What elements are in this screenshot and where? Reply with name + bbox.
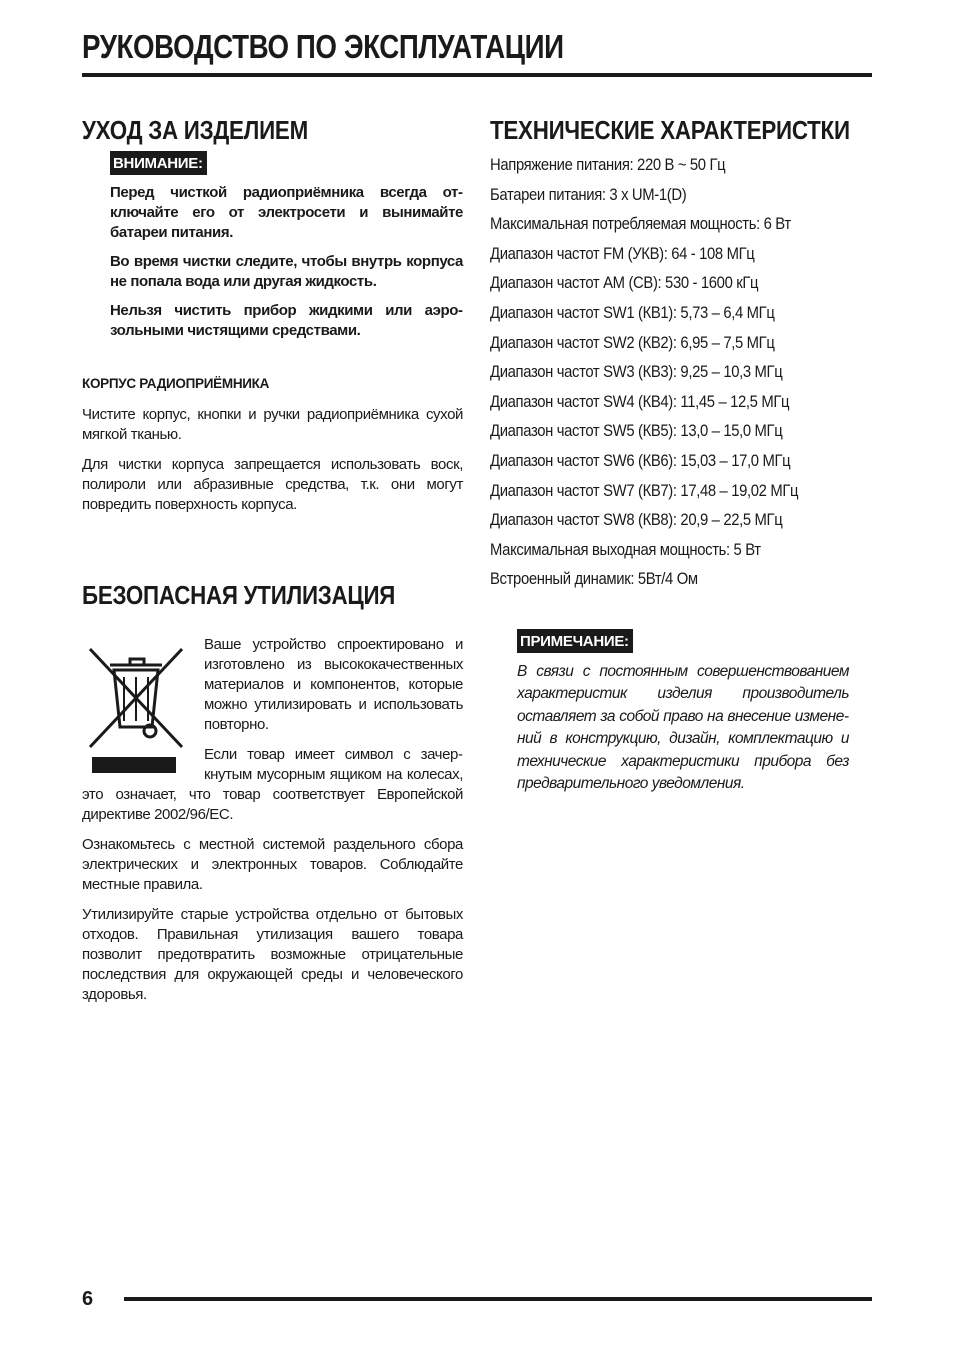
title-rule <box>82 73 872 77</box>
disposal-heading: БЕЗОПАСНАЯ УТИЛИЗАЦИЯ <box>82 580 396 610</box>
housing-text <box>82 405 463 515</box>
note-section <box>517 629 849 796</box>
spec-item: Диапазон частот SW1 (КВ1): 5,73 – 6,4 МГц <box>490 303 775 322</box>
care-section <box>82 112 463 515</box>
warning-item: Нельзя чистить прибор жидкими или аэрозольными чистящими средствами. <box>110 302 463 339</box>
spec-item: Диапазон частот AM (СВ): 530 - 1600 кГц <box>490 274 759 293</box>
left-column <box>82 112 463 1015</box>
care-heading: УХОД ЗА ИЗДЕЛИЕМ <box>82 115 308 145</box>
warning-tag: ВНИМАНИЕ: <box>110 151 207 175</box>
spec-item: Максимальная выходная мощность: 5 Вт <box>490 540 761 559</box>
spec-item: Диапазон частот SW7 (КВ7): 17,48 – 19,02 МГц <box>490 481 799 500</box>
specs-heading: ТЕХНИЧЕСКИЕ ХАРАКТЕРИСТКИ <box>490 115 850 145</box>
page-title: РУКОВОДСТВО ПО ЭКСПЛУАТАЦИИ <box>82 28 564 65</box>
disposal-text <box>82 635 463 1005</box>
housing-subheading: КОРПУС РАДИОПРИЁМНИКА <box>82 376 270 391</box>
paragraph: Чистите корпус, кнопки и ручки радиоприёмника сухой мягкой тканью. <box>82 406 463 443</box>
specs-list <box>490 151 850 595</box>
warning-list <box>110 183 463 341</box>
spec-item: Диапазон частот FM (УКВ): 64 - 108 МГц <box>490 244 755 263</box>
spec-item: Диапазон частот SW6 (КВ6): 15,03 – 17,0 МГц <box>490 451 791 470</box>
spec-item: Диапазон частот SW2 (КВ2): 6,95 – 7,5 МГц <box>490 333 775 352</box>
note-paragraph: В связи с постоянным совершенствованием характеристик изделия производитель оставляет за собой право на внесение изменений в конструкцию, дизайн, комплектацию и технические характеристики прибора без предварительного уведомления. <box>517 662 849 793</box>
paragraph: Если товар имеет символ с зачеркнутым мусорным ящиком на колесах, это означает, что товар соответствует Европейской директиве 2002/96/EC. <box>82 746 463 823</box>
specs-section <box>490 112 850 595</box>
spec-item: Диапазон частот SW3 (КВ3): 9,25 – 10,3 МГц <box>490 363 783 382</box>
spec-item: Максимальная потребляемая мощность: 6 Вт <box>490 215 791 234</box>
paragraph: Ознакомьтесь с местной системой раздельного сбора электрических и электронных товаров. Соблюдайте местные правила. <box>82 836 463 893</box>
footer-rule <box>124 1297 872 1301</box>
warning-item: Перед чисткой радиоприёмника всегда отключайте его от электросети и вынимайте батареи питания. <box>110 184 463 241</box>
note-text <box>517 661 849 796</box>
page-number: 6 <box>82 1288 94 1310</box>
crossed-out-wheelie-bin-icon <box>82 643 190 773</box>
note-tag: ПРИМЕЧАНИЕ: <box>517 629 633 653</box>
spec-item: Диапазон частот SW8 (КВ8): 20,9 – 22,5 МГц <box>490 511 783 530</box>
paragraph: Утилизируйте старые устройства отдельно от бытовых отходов. Правильная утилизация вашего товара позволит предотвратить возможные отрицательные последствия для окружающей среды и человеческого здоровья. <box>82 906 463 1003</box>
warning-item: Во время чистки следите, чтобы внутрь корпуса не попала вода или другая жидкость. <box>110 253 463 290</box>
spec-item: Батареи питания: 3 x UM-1(D) <box>490 185 687 204</box>
spec-item: Встроенный динамик: 5Вт/4 Ом <box>490 570 698 589</box>
disposal-section <box>82 577 463 1005</box>
paragraph: Ваше устройство спроектировано и изготовлено из высококачественных материалов и компонентов, которые можно утилизировать и использовать повторно. <box>204 636 463 733</box>
paragraph: Для чистки корпуса запрещается использовать воск, полироли или абразивные средства, т.к. они могут повредить поверхность корпуса. <box>82 456 463 513</box>
spec-item: Диапазон частот SW5 (КВ5): 13,0 – 15,0 МГц <box>490 422 783 441</box>
spec-item: Диапазон частот SW4 (КВ4): 11,45 – 12,5 МГц <box>490 392 790 411</box>
right-column <box>490 112 850 796</box>
spec-item: Напряжение питания: 220 В ~ 50 Гц <box>490 156 726 174</box>
